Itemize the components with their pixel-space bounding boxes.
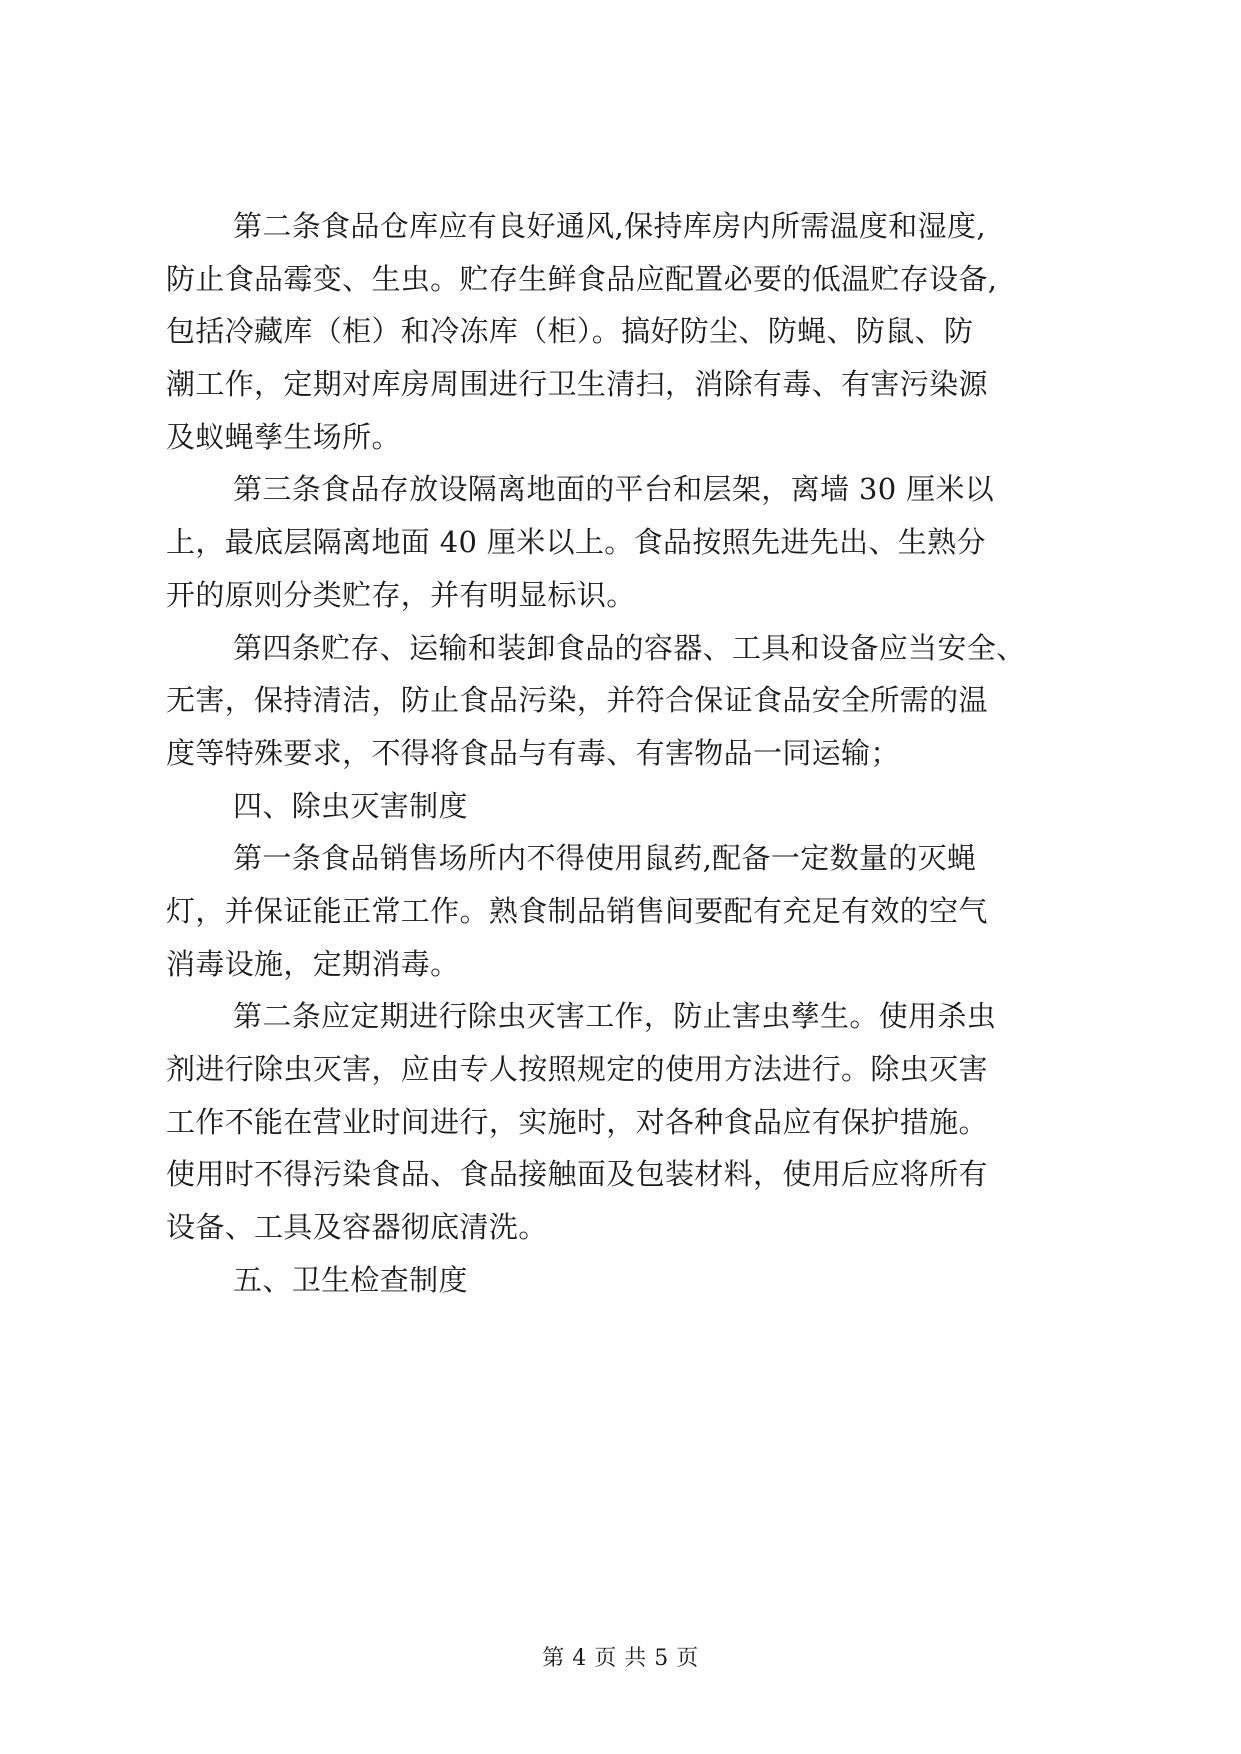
paragraph-line: 消毒设施，定期消毒。 bbox=[166, 946, 460, 981]
paragraph-line: 无害，保持清洁，防止食品污染，并符合保证食品安全所需的温 bbox=[166, 683, 988, 718]
section-heading: 四、除虫灭害制度 bbox=[233, 788, 468, 823]
section-heading: 五、卫生检查制度 bbox=[233, 1262, 468, 1297]
paragraph-line: 第三条食品存放设隔离地面的平台和层架，离墙 30 厘米以 bbox=[233, 472, 995, 507]
paragraph-line: 度等特殊要求，不得将食品与有毒、有害物品一同运输； bbox=[166, 735, 900, 770]
paragraph-line: 灯，并保证能正常工作。熟食制品销售间要配有充足有效的空气 bbox=[166, 893, 988, 928]
paragraph-line: 潮工作，定期对库房周围进行卫生清扫，消除有毒、有害污染源 bbox=[166, 367, 988, 402]
paragraph-line: 第四条贮存、运输和装卸食品的容器、工具和设备应当安全、 bbox=[233, 630, 1026, 665]
paragraph-line: 第一条食品销售场所内不得使用鼠药,配备一定数量的灭蝇 bbox=[233, 841, 977, 876]
paragraph-line: 及蚁蝇孳生场所。 bbox=[166, 419, 401, 454]
paragraph-line: 包括冷藏库（柜）和冷冻库（柜）。搞好防尘、防蝇、防鼠、防 bbox=[166, 314, 974, 349]
paragraph-line: 使用时不得污染食品、食品接触面及包装材料，使用后应将所有 bbox=[166, 1157, 988, 1192]
paragraph-line: 设备、工具及容器彻底清洗。 bbox=[166, 1210, 548, 1245]
page-number-footer: 第 4 页 共 5 页 bbox=[542, 1646, 699, 1671]
paragraph-line: 工作不能在营业时间进行，实施时，对各种食品应有保护措施。 bbox=[166, 1104, 988, 1139]
paragraph-line: 开的原则分类贮存，并有明显标识。 bbox=[166, 577, 636, 612]
document-body bbox=[166, 200, 1086, 1306]
paragraph-line: 剂进行除虫灭害，应由专人按照规定的使用方法进行。除虫灭害 bbox=[166, 1052, 988, 1086]
paragraph-line: 第二条应定期进行除虫灭害工作，防止害虫孳生。使用杀虫 bbox=[233, 999, 997, 1034]
paragraph-line: 第二条食品仓库应有良好通风,保持库房内所需温度和湿度, bbox=[233, 209, 986, 243]
paragraph-line: 上，最底层隔离地面 40 厘米以上。食品按照先进先出、生熟分 bbox=[166, 525, 986, 560]
paragraph-line: 防止食品霉变、生虫。贮存生鲜食品应配置必要的低温贮存设备, bbox=[166, 261, 998, 296]
